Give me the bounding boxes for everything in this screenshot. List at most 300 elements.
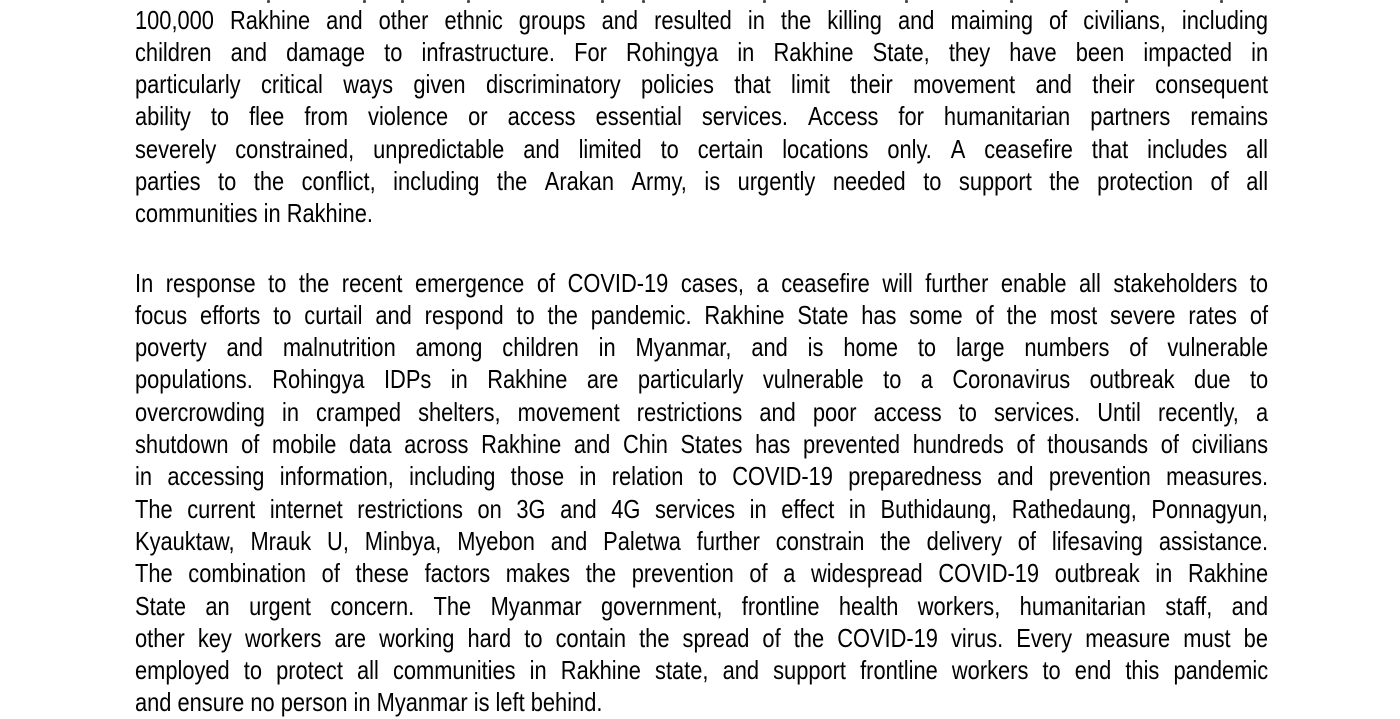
- word: access: [873, 396, 942, 427]
- word: in: [598, 332, 616, 363]
- word: the: [547, 299, 578, 330]
- word: consequent: [1155, 69, 1269, 100]
- word: communities: [392, 655, 516, 686]
- word: concern.: [330, 590, 415, 621]
- word: in: [281, 396, 299, 427]
- word: workers: [244, 622, 322, 653]
- word: ability: [135, 101, 191, 132]
- word: has: [861, 299, 897, 330]
- word: including: [1181, 4, 1269, 35]
- word: Kyauktaw,: [135, 525, 235, 556]
- word: overcrowding: [135, 396, 265, 427]
- word: of: [1160, 429, 1179, 460]
- word: groups: [518, 4, 586, 35]
- word: States: [680, 429, 743, 460]
- word: and: [759, 396, 796, 427]
- word: severe: [1110, 299, 1176, 330]
- word: poverty: [135, 332, 207, 363]
- word: Rakhine: [229, 4, 311, 35]
- word: prevention: [631, 558, 734, 589]
- word: In: [135, 267, 154, 298]
- text-line: [135, 622, 1268, 654]
- word: needed: [832, 165, 906, 196]
- word: to: [1249, 267, 1268, 298]
- word: pandemic.: [590, 299, 692, 330]
- word: shelters,: [418, 396, 501, 427]
- word: of: [1017, 525, 1036, 556]
- word: conflict,: [301, 165, 376, 196]
- word: that: [734, 69, 771, 100]
- word: a: [783, 558, 796, 589]
- word: Paletwa: [603, 525, 681, 556]
- word: of: [241, 429, 260, 460]
- word: For: [574, 36, 607, 67]
- word: to: [268, 267, 287, 298]
- word: to: [660, 133, 679, 164]
- word: Rohingya: [272, 364, 365, 395]
- word: constrained,: [235, 133, 355, 164]
- word: are: [586, 364, 619, 395]
- word: those: [510, 461, 565, 492]
- word: protection: [1097, 165, 1194, 196]
- word: the: [253, 165, 285, 196]
- word: all: [1246, 165, 1269, 196]
- word: that: [1091, 133, 1129, 164]
- word: frontline: [860, 655, 938, 686]
- word: frontline: [741, 590, 820, 621]
- text-line: [135, 396, 1268, 428]
- word: spread: [682, 622, 750, 653]
- word: accessing: [167, 461, 265, 492]
- word: in: [450, 364, 468, 395]
- word: shutdown: [135, 429, 229, 460]
- word: of: [1210, 165, 1229, 196]
- word: has: [755, 429, 791, 460]
- text-line: communities in Rakhine.: [135, 198, 373, 229]
- word: delivery: [926, 525, 1002, 556]
- word: impacted: [1143, 36, 1233, 67]
- word: resulted: [654, 4, 732, 35]
- text-line: [135, 557, 1268, 589]
- word: Rathedaung,: [1011, 493, 1137, 524]
- word: the: [298, 267, 330, 298]
- word: staff,: [1165, 590, 1213, 621]
- word: to: [698, 461, 717, 492]
- word: focus: [135, 299, 188, 330]
- word: Until: [1097, 396, 1141, 427]
- word: State: [797, 299, 849, 330]
- word: enable: [1000, 267, 1067, 298]
- text-line: [135, 100, 1268, 132]
- word: services.: [701, 101, 788, 132]
- word: measure: [1085, 622, 1171, 653]
- word: 4G: [611, 493, 641, 524]
- text-line: [135, 493, 1268, 525]
- word: restrictions: [636, 396, 743, 427]
- word: Rakhine: [560, 655, 641, 686]
- word: of: [749, 558, 768, 589]
- word: and: [550, 525, 588, 556]
- word: in: [1251, 36, 1269, 67]
- word: discriminatory: [485, 69, 621, 100]
- word: an: [205, 590, 230, 621]
- word: vulnerable: [1167, 332, 1269, 363]
- word: infrastructure.: [421, 36, 555, 67]
- word: and: [997, 461, 1034, 492]
- word: to: [384, 36, 403, 67]
- word: in: [737, 36, 755, 67]
- word: to: [1249, 364, 1269, 395]
- word: large: [955, 332, 1005, 363]
- word: efforts: [200, 299, 261, 330]
- word: effect: [781, 493, 835, 524]
- word: Mrauk: [250, 525, 312, 556]
- word: internet: [269, 493, 343, 524]
- text-line: [135, 36, 1268, 68]
- word: to: [883, 364, 902, 395]
- word: curtail: [304, 299, 363, 330]
- word: recent: [341, 267, 403, 298]
- word: limited: [578, 133, 642, 164]
- word: The: [135, 493, 173, 524]
- word: been: [1075, 36, 1125, 67]
- word: to: [958, 396, 977, 427]
- word: IDPs: [383, 364, 432, 395]
- paragraph: [135, 4, 1268, 230]
- word: the: [1049, 165, 1080, 196]
- word: government,: [600, 590, 723, 621]
- text-line: [135, 363, 1268, 395]
- word: stakeholders: [1113, 267, 1238, 298]
- text-line: and ensure no person in Myanmar is left behind.: [135, 687, 603, 718]
- word: Every: [1016, 622, 1073, 653]
- word: and: [722, 655, 760, 686]
- word: to: [210, 101, 230, 132]
- word: all: [357, 655, 379, 686]
- word: the: [1006, 299, 1037, 330]
- word: 3G: [516, 493, 546, 524]
- word: Rakhine: [1187, 558, 1269, 589]
- word: severely: [135, 133, 217, 164]
- text-line: [135, 4, 1268, 36]
- word: measures.: [1166, 461, 1269, 492]
- text-line: [135, 165, 1268, 197]
- word: services: [654, 493, 736, 524]
- text-line: [135, 590, 1268, 622]
- word: among: [415, 332, 483, 363]
- word: particularly: [637, 364, 744, 395]
- word: health: [838, 590, 899, 621]
- word: maiming: [950, 4, 1033, 35]
- word: Rakhine: [481, 429, 562, 460]
- word: in: [529, 655, 547, 686]
- word: emergence: [415, 267, 525, 298]
- word: of: [762, 622, 781, 653]
- word: and: [1035, 69, 1072, 100]
- word: current: [187, 493, 256, 524]
- word: Chin: [622, 429, 668, 460]
- word: the: [780, 4, 812, 35]
- word: unpredictable: [373, 133, 505, 164]
- word: civilians,: [1083, 4, 1166, 35]
- word: protect: [276, 655, 343, 686]
- word: only.: [887, 133, 932, 164]
- word: home: [843, 332, 898, 363]
- word: support: [773, 655, 846, 686]
- word: killing: [827, 4, 882, 35]
- word: a: [920, 364, 933, 395]
- word: locations: [782, 133, 869, 164]
- word: Army,: [631, 165, 687, 196]
- word: other: [135, 622, 185, 653]
- word: these: [355, 558, 409, 589]
- word: and: [601, 4, 639, 35]
- text-line: [135, 331, 1268, 363]
- word: Myanmar,: [635, 332, 732, 363]
- word: U,: [327, 525, 349, 556]
- word: Ponnagyun,: [1151, 493, 1269, 524]
- word: workers: [951, 655, 1029, 686]
- word: mobile: [271, 429, 337, 460]
- word: vulnerable: [762, 364, 864, 395]
- word: of: [1016, 429, 1035, 460]
- word: the: [496, 165, 528, 196]
- word: 100,000: [135, 4, 214, 35]
- word: essential: [595, 101, 682, 132]
- word: key: [197, 622, 232, 653]
- word: parties: [135, 165, 201, 196]
- word: lifesaving: [1051, 525, 1143, 556]
- word: assistance.: [1158, 525, 1269, 556]
- word: Rakhine: [773, 36, 854, 67]
- word: or: [468, 101, 488, 132]
- word: The: [433, 590, 472, 621]
- word: this: [1125, 655, 1160, 686]
- word: flee: [249, 101, 285, 132]
- word: of: [1129, 332, 1148, 363]
- word: A: [950, 133, 966, 164]
- paragraph: [135, 267, 1268, 719]
- word: in: [749, 493, 767, 524]
- word: certain: [697, 133, 764, 164]
- word: and: [523, 133, 560, 164]
- word: COVID-19: [732, 461, 833, 492]
- word: ways: [343, 69, 393, 100]
- word: Rakhine: [704, 299, 785, 330]
- word: outbreak: [1054, 558, 1140, 589]
- word: respond: [424, 299, 504, 330]
- word: preparedness: [848, 461, 982, 492]
- word: recently,: [1157, 396, 1239, 427]
- word: a: [756, 267, 769, 298]
- word: their: [850, 69, 893, 100]
- word: further: [696, 525, 760, 556]
- word: Buthidaung,: [880, 493, 998, 524]
- word: populations.: [135, 364, 253, 395]
- word: COVID-19: [938, 558, 1040, 589]
- word: State,: [872, 36, 930, 67]
- word: children: [135, 36, 212, 67]
- word: limit: [791, 69, 830, 100]
- word: humanitarian: [1019, 590, 1146, 621]
- word: damage: [286, 36, 366, 67]
- word: the: [880, 525, 911, 556]
- word: children: [502, 332, 579, 363]
- word: the: [585, 558, 617, 589]
- word: and: [897, 4, 935, 35]
- text-line: [135, 133, 1268, 165]
- word: including: [393, 165, 480, 196]
- word: rates: [1188, 299, 1237, 330]
- text-line: [135, 428, 1268, 460]
- word: in: [848, 493, 866, 524]
- word: including: [409, 461, 496, 492]
- text-line: [135, 267, 1268, 299]
- text-line: [135, 460, 1268, 492]
- word: to: [923, 165, 942, 196]
- word: policies: [641, 69, 714, 100]
- word: information,: [279, 461, 394, 492]
- word: state,: [655, 655, 709, 686]
- word: State: [135, 590, 187, 621]
- word: from: [304, 101, 349, 132]
- word: urgently: [737, 165, 816, 196]
- word: data: [348, 429, 392, 460]
- word: cases,: [680, 267, 744, 298]
- word: support: [958, 165, 1032, 196]
- word: Minbya,: [364, 525, 442, 556]
- word: makes: [505, 558, 571, 589]
- word: civilians: [1191, 429, 1269, 460]
- document-text: [135, 4, 1268, 719]
- word: further: [925, 267, 989, 298]
- word: malnutrition: [282, 332, 396, 363]
- word: cramped: [316, 396, 402, 427]
- word: across: [404, 429, 469, 460]
- text-line: [135, 68, 1268, 100]
- word: all: [1246, 133, 1269, 164]
- word: in: [747, 4, 765, 35]
- word: ceasefire: [984, 133, 1073, 164]
- word: numbers: [1024, 332, 1110, 363]
- word: constrain: [775, 525, 865, 556]
- word: of: [975, 299, 994, 330]
- word: in: [1155, 558, 1173, 589]
- word: given: [413, 69, 466, 100]
- word: virus.: [951, 622, 1004, 653]
- word: the: [793, 622, 825, 653]
- word: hard: [467, 622, 512, 653]
- word: prevented: [802, 429, 901, 460]
- word: in: [579, 461, 597, 492]
- word: working: [379, 622, 455, 653]
- word: of: [1049, 4, 1068, 35]
- word: to: [218, 165, 237, 196]
- word: to: [273, 299, 292, 330]
- word: and: [1231, 590, 1269, 621]
- word: due: [1194, 364, 1231, 395]
- word: humanitarian: [943, 101, 1071, 132]
- word: are: [334, 622, 367, 653]
- word: restrictions: [357, 493, 463, 524]
- word: ethnic: [444, 4, 503, 35]
- word: hundreds: [912, 429, 1004, 460]
- word: relation: [611, 461, 684, 492]
- word: employed: [135, 655, 230, 686]
- word: partners: [1090, 101, 1171, 132]
- word: response: [165, 267, 256, 298]
- word: must: [1183, 622, 1231, 653]
- word: to: [516, 299, 535, 330]
- word: remains: [1190, 101, 1269, 132]
- word: Coronavirus: [952, 364, 1071, 395]
- word: to: [917, 332, 937, 363]
- word: COVID-19: [837, 622, 938, 653]
- word: Rohingya: [625, 36, 719, 67]
- word: ceasefire: [781, 267, 870, 298]
- word: includes: [1147, 133, 1228, 164]
- word: end: [1074, 655, 1112, 686]
- word: thousands: [1047, 429, 1149, 460]
- word: the: [639, 622, 670, 653]
- word: and: [573, 429, 611, 460]
- word: to: [524, 622, 543, 653]
- word: Access: [808, 101, 879, 132]
- word: of: [1249, 299, 1269, 330]
- word: to: [1042, 655, 1061, 686]
- word: of: [536, 267, 556, 298]
- word: a: [1255, 396, 1269, 427]
- word: and: [751, 332, 788, 363]
- word: most: [1049, 299, 1098, 330]
- word: outbreak: [1089, 364, 1175, 395]
- word: services.: [993, 396, 1081, 427]
- word: and: [226, 332, 263, 363]
- word: for: [898, 101, 924, 132]
- word: other: [378, 4, 429, 35]
- word: access: [507, 101, 576, 132]
- word: is: [807, 332, 824, 363]
- word: factors: [424, 558, 491, 589]
- text-line: [135, 299, 1268, 331]
- word: Arakan: [544, 165, 614, 196]
- word: pandemic: [1173, 655, 1269, 686]
- word: contain: [555, 622, 627, 653]
- word: movement: [517, 396, 620, 427]
- word: to: [243, 655, 263, 686]
- word: some: [909, 299, 963, 330]
- word: workers,: [917, 590, 1001, 621]
- word: is: [704, 165, 721, 196]
- word: on: [477, 493, 502, 524]
- word: in: [135, 461, 153, 492]
- text-line: [135, 525, 1268, 557]
- word: critical: [260, 69, 323, 100]
- text-line: [135, 654, 1268, 686]
- word: Myebon: [457, 525, 535, 556]
- word: and: [230, 36, 268, 67]
- word: urgent: [249, 590, 312, 621]
- word: have: [1009, 36, 1057, 67]
- word: poor: [812, 396, 857, 427]
- word: will: [882, 267, 913, 298]
- word: widespread: [810, 558, 923, 589]
- word: their: [1092, 69, 1135, 100]
- word: Myanmar: [490, 590, 582, 621]
- word: COVID-19: [567, 267, 669, 298]
- word: violence: [368, 101, 449, 132]
- word: and: [326, 4, 363, 35]
